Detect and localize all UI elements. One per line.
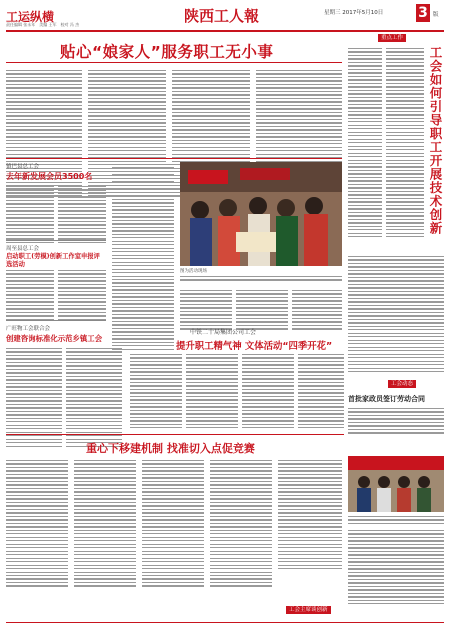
side-photo [348, 456, 444, 512]
page-label: 版 [433, 12, 439, 18]
feature-col-2 [186, 354, 238, 428]
lead-divider [6, 158, 342, 159]
under-photo-col-1 [180, 290, 232, 330]
feature-headline: 提升职工精气神 文体活动“四季开花” [176, 341, 333, 352]
mid-article-1-headline: 去年新发展会员3500名 [6, 172, 93, 181]
mid-article-3 [6, 324, 126, 344]
page-number: 3 [416, 4, 430, 22]
photo-caption-lines [180, 276, 342, 281]
mid-article-3-kicker: 广旺物工会联合会 [6, 326, 51, 332]
mid-article-3-body [6, 348, 62, 447]
bottom-right-tag: 工会主席谈创新 [286, 606, 331, 614]
side-box-text [348, 408, 444, 434]
feature-photo [180, 162, 342, 266]
right-tag: 重点工作 [378, 34, 406, 42]
mid-article-2 [6, 244, 106, 269]
mid-article-2-body-b [58, 270, 106, 320]
mid-article-2-headline: 启动职工(劳模)创新工作室申报评选活动 [6, 253, 100, 268]
divider-1 [6, 240, 106, 241]
under-photo-col-3 [292, 290, 342, 330]
under-photo-col-2 [236, 290, 288, 330]
page-bottom-rule [6, 622, 444, 623]
right-column [348, 34, 444, 254]
masthead-rule [6, 30, 444, 32]
side-photo-caption [348, 516, 444, 524]
section-title: 工运纵横 [6, 10, 55, 24]
mid-article-1-body [6, 186, 54, 243]
mid-article-3-headline: 创建咨询标准化示范乡镇工会 [6, 334, 103, 343]
masthead [6, 4, 444, 30]
bottom-col-5 [278, 460, 342, 569]
lead-headline-underline [6, 62, 342, 63]
feature-col-4 [298, 354, 344, 428]
mid-article-1-body-b [58, 186, 106, 243]
mid-article-2-kicker: 周至县总工会 [6, 246, 40, 252]
feature-col-3 [242, 354, 294, 428]
bottom-rule [6, 434, 344, 435]
bottom-headline: 重心下移建机制 找准切入点促竞赛 [86, 442, 255, 455]
paper-name: 陕西工人報 [184, 7, 260, 25]
photo-caption: 图为活动现场 [180, 269, 207, 274]
bottom-col-1 [6, 460, 68, 587]
issue-meta: 星期三 2017年5月10日 [324, 10, 384, 16]
photo-illustration [180, 162, 342, 266]
bottom-col-2 [74, 460, 136, 587]
side-box [348, 380, 444, 440]
mid-col-text [112, 164, 174, 350]
bottom-col-4 [210, 460, 272, 587]
side-box-tag: 工会动态 [388, 380, 416, 388]
side-photo-illustration [348, 456, 444, 512]
right-bottom-col [348, 530, 444, 604]
side-box-headline: 首批家政员签订劳动合同 [348, 395, 425, 403]
mid-article-1 [6, 162, 106, 182]
mid-article-1-kicker: 镇巴县总工会 [6, 164, 40, 170]
divider-2 [6, 320, 106, 321]
editor-line: 责任编辑 张永年 美编 王军 校对 冯 杰 [6, 22, 80, 27]
bottom-col-3 [142, 460, 204, 587]
feature-kicker: 中铁二十局集团公司工会 [190, 329, 257, 336]
mid-article-2-body [6, 270, 54, 320]
right-vertical-title: 工会如何引导职工开展技术创新 [428, 46, 443, 235]
feature-col-1 [130, 354, 182, 428]
right-col-text-2 [386, 48, 424, 237]
right-col-text-1 [348, 48, 382, 237]
lead-headline: 贴心“娘家人”服务职工无小事 [60, 43, 274, 61]
right-col-lower [348, 256, 444, 372]
mid-article-3-body-b [66, 348, 122, 447]
